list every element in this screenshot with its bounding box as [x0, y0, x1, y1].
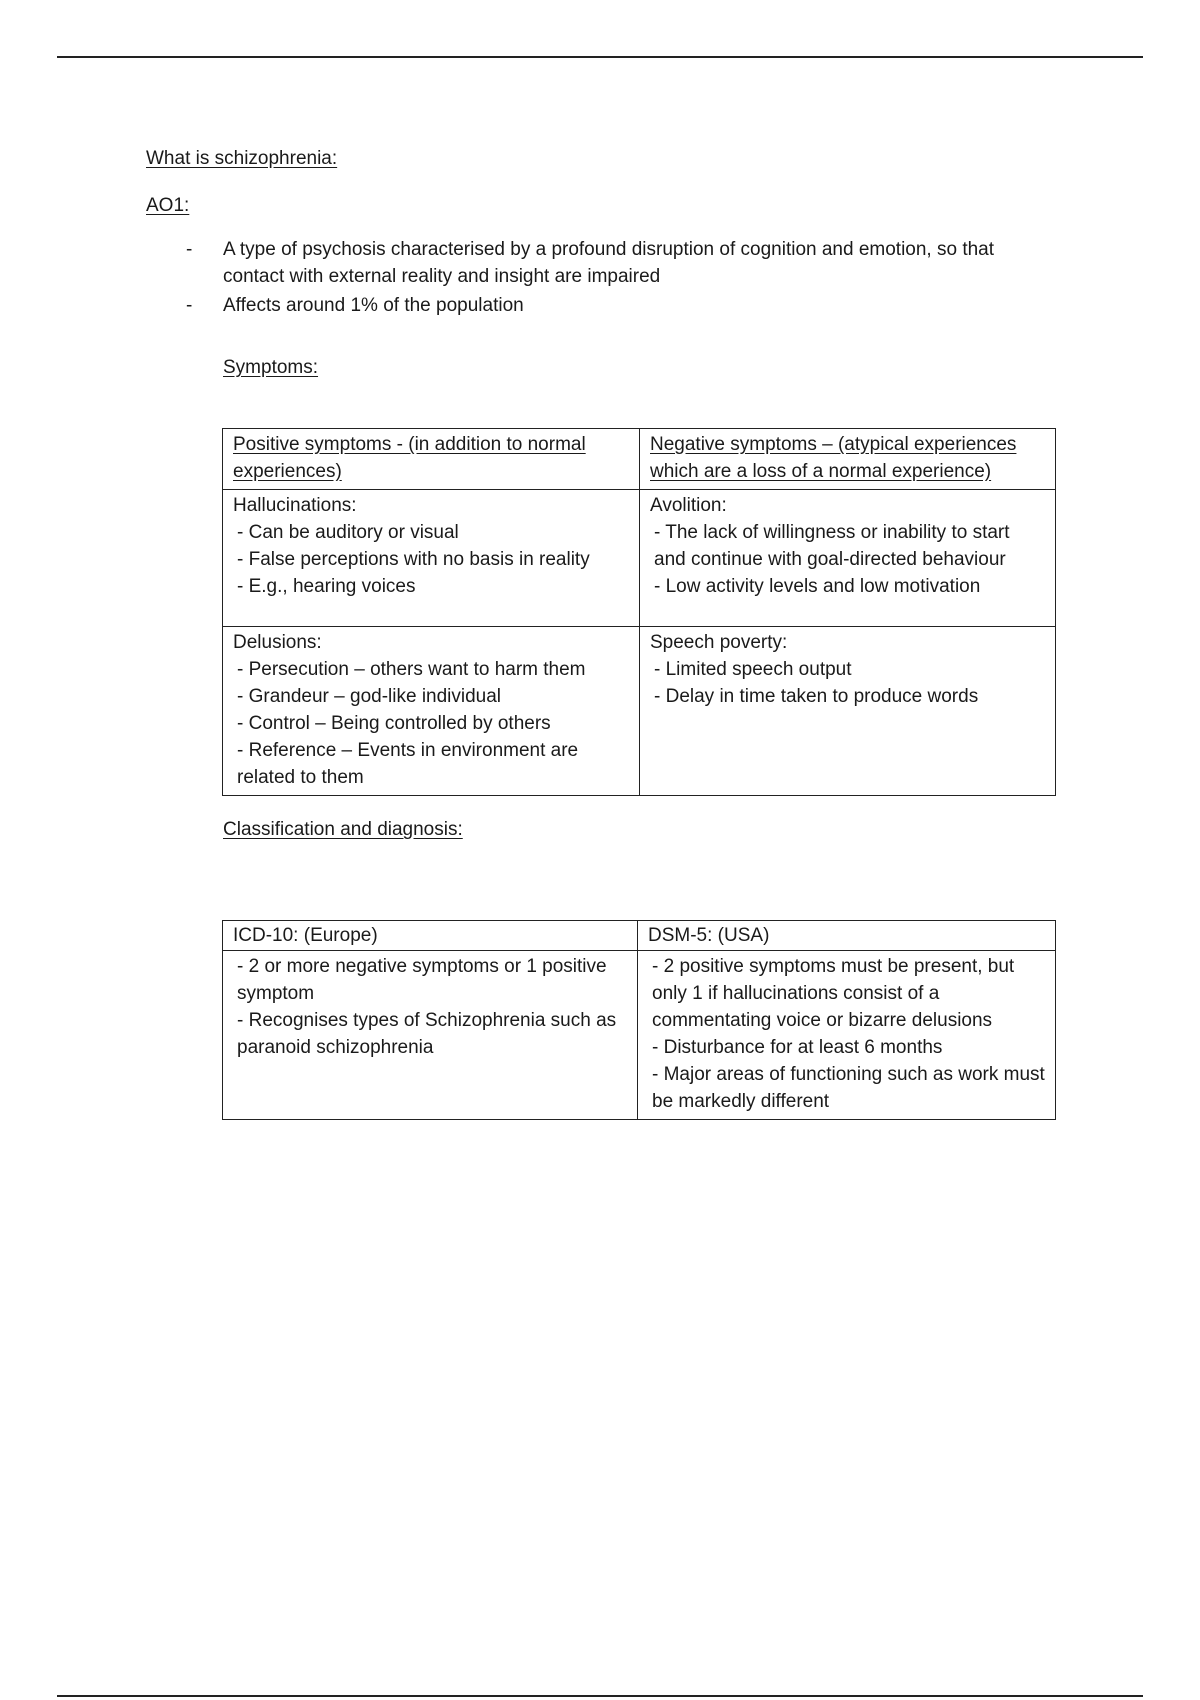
speech-poverty-cell	[640, 627, 1056, 796]
cell-line: - Disturbance for at least 6 months	[652, 1037, 943, 1058]
definition-list	[186, 236, 1046, 319]
cell-title: Avolition:	[650, 495, 727, 516]
top-rule	[57, 56, 1143, 58]
bottom-rule	[57, 1695, 1143, 1697]
cell-line: - Limited speech output	[654, 659, 852, 680]
bullet-text: Affects around 1% of the population	[223, 295, 524, 316]
dsm5-header: DSM-5: (USA)	[638, 921, 1056, 951]
cell-line: - The lack of willingness or inability to start and continue with goal-directed behaviour	[654, 522, 1010, 570]
delusions-cell	[223, 627, 640, 796]
negative-symptoms-header: Negative symptoms – (atypical experiences which are a loss of a normal experience)	[640, 429, 1056, 490]
cell-line: - Low activity levels and low motivation	[654, 576, 981, 597]
cell-title: Delusions:	[233, 632, 322, 653]
cell-line: - Grandeur – god-like individual	[237, 686, 502, 707]
section-heading-ao1: AO1:	[146, 195, 190, 216]
icd10-cell	[223, 951, 638, 1120]
table-row	[223, 951, 1056, 1120]
table-header-row	[223, 429, 1056, 490]
cell-line: - 2 positive symptoms must be present, but only 1 if hallucinations consist of a commentating voice or bizarre delusions	[652, 956, 1015, 1031]
cell-line: - Control – Being controlled by others	[237, 713, 551, 734]
table-row	[223, 627, 1056, 796]
cell-title: Hallucinations:	[233, 495, 357, 516]
symptoms-table	[222, 428, 1056, 796]
cell-title: Speech poverty:	[650, 632, 788, 653]
cell-line: - 2 or more negative symptoms or 1 positive symptom	[237, 956, 607, 1004]
table-header-row	[223, 921, 1056, 951]
classification-table	[222, 920, 1056, 1120]
cell-line: - Persecution – others want to harm them	[237, 659, 586, 680]
bullet-marker: -	[186, 295, 193, 316]
bullet-text: A type of psychosis characterised by a profound disruption of cognition and emotion, so that contact with external reality and insight are impaired	[223, 239, 995, 287]
avolition-cell	[640, 490, 1056, 627]
hallucinations-cell	[223, 490, 640, 627]
table-row	[223, 490, 1056, 627]
cell-line: - Major areas of functioning such as work must be markedly different	[652, 1064, 1045, 1112]
list-item	[186, 236, 1046, 290]
cell-line: - Delay in time taken to produce words	[654, 686, 979, 707]
cell-line: - E.g., hearing voices	[237, 576, 416, 597]
dsm5-cell	[638, 951, 1056, 1120]
bullet-marker: -	[186, 239, 193, 260]
cell-line: - Recognises types of Schizophrenia such as paranoid schizophrenia	[237, 1010, 617, 1058]
page-title: What is schizophrenia:	[146, 148, 338, 169]
cell-line: - Can be auditory or visual	[237, 522, 459, 543]
classification-heading: Classification and diagnosis:	[223, 819, 463, 840]
cell-line: - Reference – Events in environment are related to them	[237, 740, 579, 788]
list-item	[186, 292, 1046, 319]
symptoms-heading: Symptoms:	[223, 357, 319, 378]
cell-line: - False perceptions with no basis in reality	[237, 549, 590, 570]
positive-symptoms-header: Positive symptoms - (in addition to normal experiences)	[223, 429, 640, 490]
icd10-header: ICD-10: (Europe)	[223, 921, 638, 951]
